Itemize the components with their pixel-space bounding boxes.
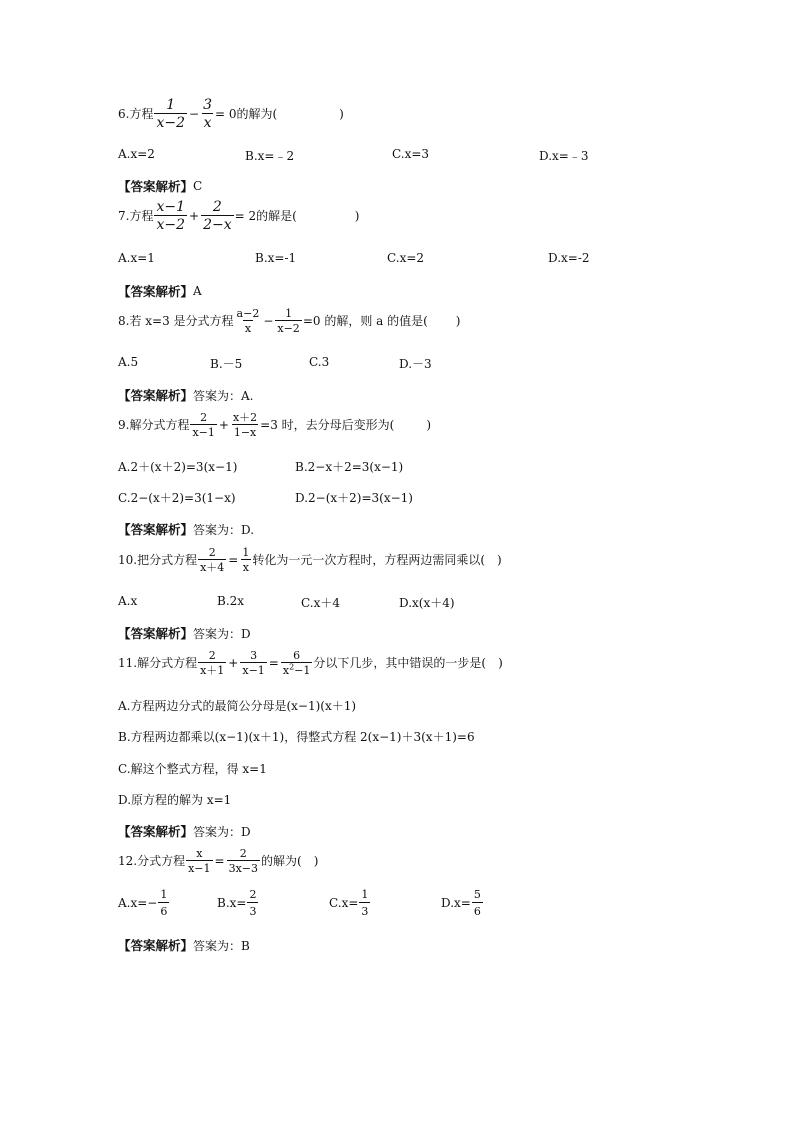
numerator: 2 [249,888,257,901]
denominator: x [203,115,212,131]
answer-tag: 【答案解析】 [118,824,194,839]
fraction [281,650,313,676]
option: B.－5 [210,357,243,371]
numerator: x [196,847,203,860]
fraction [201,98,214,130]
question-6-suffix: = 0的解为( [214,107,278,121]
fraction [235,308,262,334]
answer-tag: 【答案解析】 [118,626,194,641]
denominator: 1−x [233,426,257,439]
denominator: 3 [247,902,258,918]
question-8-suffix: =0 的解，则 a 的值是( [302,314,428,328]
question-10-suffix: 转化为一元一次方程时，方程两边需同乘以( [252,553,486,567]
numerator: 2 [208,649,216,662]
denominator-base: x [282,664,290,677]
answer-6 [118,177,202,195]
option: B.2x [217,594,245,608]
question-6 [118,98,344,130]
question-8 [118,308,460,334]
answer-text: 答案为：A. [193,388,254,403]
answer-text: 答案为：D [193,626,251,641]
question-7-suffix: = 2的解是( [234,209,297,223]
operator: = [214,854,225,868]
numerator: 2 [200,411,208,424]
fraction [231,412,259,438]
option: C.x=3 [392,147,430,161]
numerator: 5 [473,888,481,901]
option: A.x [118,594,138,608]
option: A.x=2 [118,147,155,161]
denominator: 6 [472,902,483,918]
answer-text: 答案为：B [193,938,250,953]
fraction [158,888,169,918]
question-7-prefix: 7.方程 [118,209,154,223]
close-paren: ) [497,553,502,567]
fraction [154,98,187,130]
numerator: 2 [208,546,216,559]
step: D.原方程的解为 x=1 [118,793,232,807]
option-label: A.x=− [118,896,158,910]
question-6-prefix: 6.方程 [118,107,154,121]
operator: + [218,418,229,432]
question-9-suffix: =3 时，去分母后变形为( [260,418,395,432]
question-10-prefix: 10.把分式方程 [118,553,198,567]
answer-7 [118,282,202,300]
fraction [198,650,226,676]
answer-9 [118,520,254,538]
question-10 [118,547,502,573]
option: B.x=-1 [255,251,297,265]
option: D.x=-2 [548,251,590,265]
option: B.2−x＋2=3(x−1) [295,460,404,474]
denominator: x−2 [156,115,185,131]
option [441,888,484,918]
denominator: x＋1 [200,664,225,677]
denominator: x−2 [277,322,300,335]
denominator: x−2 [156,217,185,233]
option [329,888,371,918]
answer-12 [118,936,250,954]
close-paren: ) [455,314,461,328]
close-paren: ) [313,854,319,868]
denominator-tail: −1 [294,664,311,677]
option: D.x(x＋4) [399,596,455,610]
close-paren: ) [354,209,360,223]
operator: = [268,656,279,670]
answer-10 [118,624,251,642]
question-11-prefix: 11.解分式方程 [118,656,198,670]
option-label: D.x= [441,896,471,910]
exponent: 2 [289,662,295,672]
option: D.x=﹣3 [539,149,589,163]
answer-tag: 【答案解析】 [118,388,194,403]
numerator: 2 [239,847,247,860]
fraction [275,308,301,334]
operator: + [228,656,239,670]
option: A.x=1 [118,251,155,265]
numerator: 3 [250,649,258,662]
answer-text: A [193,284,202,298]
question-12 [118,848,318,874]
numerator: 1 [361,888,369,901]
numerator: 3 [203,97,212,113]
answer-8 [118,386,254,404]
numerator: 6 [293,649,301,662]
option: C.x＋4 [301,596,340,610]
denominator [281,662,313,676]
question-11-suffix: 分以下几步，其中错误的一步是( [313,656,487,670]
option [217,888,259,918]
denominator: x−1 [192,426,215,439]
fraction [198,547,226,573]
answer-text: 答案为：D [193,824,251,839]
answer-text: 答案为：D. [193,522,255,537]
question-8-prefix: 8.若 x=3 是分式方程 [118,314,234,328]
option: D.－3 [399,357,432,371]
close-paren: ) [498,656,503,670]
numerator: x−1 [156,199,185,215]
denominator: 3x−3 [228,862,258,875]
denominator: 3 [359,902,370,918]
close-paren: ) [426,418,432,432]
question-11 [118,650,503,676]
denominator: x [244,322,252,335]
step: A.方程两边分式的最简公分母是(x−1)(x＋1) [118,699,357,713]
answer-11 [118,822,251,840]
option-label: B.x= [217,896,247,910]
fraction [201,200,234,232]
question-12-prefix: 12.分式方程 [118,854,186,868]
answer-tag: 【答案解析】 [118,522,194,537]
numerator: a−2 [236,307,260,320]
answer-text: C [193,179,203,193]
numerator: 1 [285,307,293,320]
fraction [186,848,212,874]
option: B.x=﹣2 [245,149,295,163]
answer-tag: 【答案解析】 [118,179,194,194]
answer-tag: 【答案解析】 [118,938,194,953]
option: C.3 [309,355,330,369]
option: A.2＋(x＋2)=3(x−1) [118,460,238,474]
numerator: 2 [212,199,222,215]
operator: = [228,553,239,567]
option: A.5 [118,355,139,369]
step: C.解这个整式方程，得 x=1 [118,762,267,776]
fraction [240,650,266,676]
close-paren: ) [339,107,344,121]
fraction [472,888,483,918]
option-label: C.x= [329,896,359,910]
question-7 [118,200,359,232]
operator: + [189,209,200,223]
denominator: x−1 [188,862,211,875]
question-9-prefix: 9.解分式方程 [118,418,190,432]
option [118,888,170,918]
numerator: 1 [166,97,176,113]
fraction [240,547,251,573]
fraction [190,412,216,438]
answer-tag: 【答案解析】 [118,284,194,299]
option: D.2−(x＋2)=3(x−1) [295,491,413,505]
fraction [154,200,187,232]
operator: − [189,107,200,121]
numerator: 1 [242,546,250,559]
operator: − [263,314,274,328]
denominator: x [242,561,249,574]
fraction [247,888,258,918]
question-12-suffix: 的解为( [261,854,302,868]
step: B.方程两边都乘以(x−1)(x＋1)，得整式方程 2(x−1)＋3(x＋1)=6 [118,730,475,744]
fraction [227,848,260,874]
denominator: x＋4 [200,561,225,574]
denominator: 6 [158,902,169,918]
option: C.x=2 [387,251,425,265]
numerator: x＋2 [232,411,258,424]
numerator: 1 [160,888,168,901]
denominator: x−1 [242,664,265,677]
fraction [359,888,370,918]
option: C.2−(x＋2)=3(1−x) [118,491,236,505]
question-9 [118,412,431,438]
denominator: 2−x [203,217,232,233]
